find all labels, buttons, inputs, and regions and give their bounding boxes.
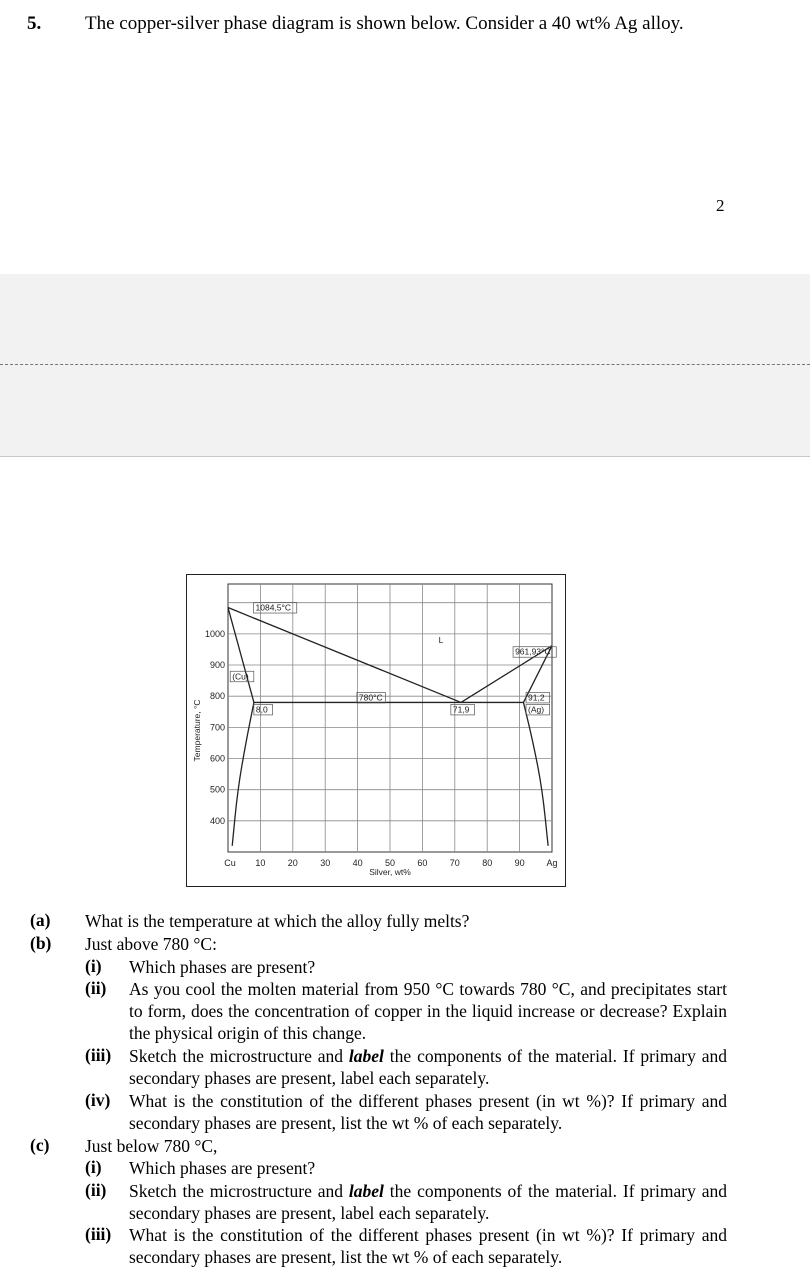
part-c-ii-label: (ii) (85, 1180, 107, 1200)
part-c-text: Just below 780 °C, (85, 1136, 218, 1156)
liquid-label: L (438, 635, 444, 646)
part-b-text: Just above 780 °C: (85, 934, 217, 954)
solubility-ag-label: 91,2 (528, 692, 545, 703)
part-c-iii-label: (iii) (85, 1224, 112, 1244)
eutectic-temp-label: 780°C (358, 692, 383, 703)
x-tick-label: Cu (224, 858, 236, 868)
cu-phase-label: (Cu) (232, 671, 249, 682)
part-c-i-text: Which phases are present? (129, 1158, 316, 1178)
y-tick-label: 1000 (204, 628, 225, 639)
part-a-text: What is the temperature at which the alloy fully melts? (85, 911, 470, 931)
x-tick-label: 10 (255, 858, 266, 868)
x-tick-label: 40 (352, 858, 363, 868)
ag-phase-label: (Ag) (528, 704, 545, 715)
x-tick-label: 60 (417, 858, 428, 868)
part-b-label: (b) (30, 933, 52, 953)
x-tick-label: 80 (482, 858, 493, 868)
part-b-iv-text: What is the constitution of the different phases present (in wt %)? If primary and secondary phases are present, list the wt % of each separately. (129, 1091, 727, 1133)
emphasis-label: label (348, 1046, 384, 1066)
x-tick-label: 70 (449, 858, 460, 868)
part-b-iv-label: (iv) (85, 1090, 111, 1110)
marks-value: 2 (716, 196, 725, 215)
melting-point-cu-label: 1084,5°C (255, 602, 292, 613)
phase-diagram (186, 574, 566, 887)
y-tick-label: 600 (209, 753, 225, 764)
part-c-label: (c) (30, 1135, 50, 1155)
y-tick-label: 500 (209, 784, 225, 795)
y-tick-label: 900 (209, 660, 225, 671)
y-axis-title: Temperature, °C (192, 699, 202, 762)
part-c-ii-text: Sketch the microstructure and label the components of the material. If primary and secondary phases are present, label each separately. (129, 1181, 727, 1223)
y-tick-label: 400 (209, 815, 225, 826)
part-c-iii-text: What is the constitution of the different phases present (in wt %)? If primary and secondary phases are present, list the wt % of each separately. (129, 1225, 727, 1267)
x-tick-label: 30 (320, 858, 331, 868)
part-a-label: (a) (30, 910, 51, 930)
part-c-i-label: (i) (85, 1157, 102, 1177)
part-b-i-text: Which phases are present? (129, 957, 316, 977)
x-tick-label: Ag (546, 858, 558, 868)
divider-line (0, 456, 810, 457)
eutectic-comp-label: 71,9 (452, 704, 470, 715)
part-b-ii-text: As you cool the molten material from 950 °C towards 780 °C, and precipitates start to form, does the concentration of copper in the liquid increase or decrease? Explain the physical origin of this change. (129, 979, 727, 1043)
y-tick-label: 700 (209, 722, 225, 733)
answer-area (0, 274, 810, 456)
solubility-cu-label: 8,0 (255, 704, 268, 715)
part-b-iii-label: (iii) (85, 1045, 112, 1065)
x-tick-label: 90 (514, 858, 525, 868)
y-tick-label: 800 (209, 691, 225, 702)
question-text: The copper-silver phase diagram is shown below. Consider a 40 wt% Ag alloy. (85, 13, 684, 34)
x-tick-label: 20 (287, 858, 298, 868)
emphasis-label: label (348, 1181, 384, 1201)
diagram-frame (187, 575, 566, 887)
x-tick-label: 50 (384, 858, 396, 868)
question-number: 5. (27, 13, 42, 34)
part-b-ii-label: (ii) (85, 978, 107, 998)
melting-point-ag-label: 961,93°C (515, 646, 551, 657)
x-axis-title: Silver, wt% (369, 867, 411, 877)
part-b-iii-text: Sketch the microstructure and label the components of the material. If primary and secondary phases are present, label each separately. (129, 1046, 727, 1088)
part-b-i-label: (i) (85, 956, 102, 976)
dashed-divider (0, 364, 810, 365)
